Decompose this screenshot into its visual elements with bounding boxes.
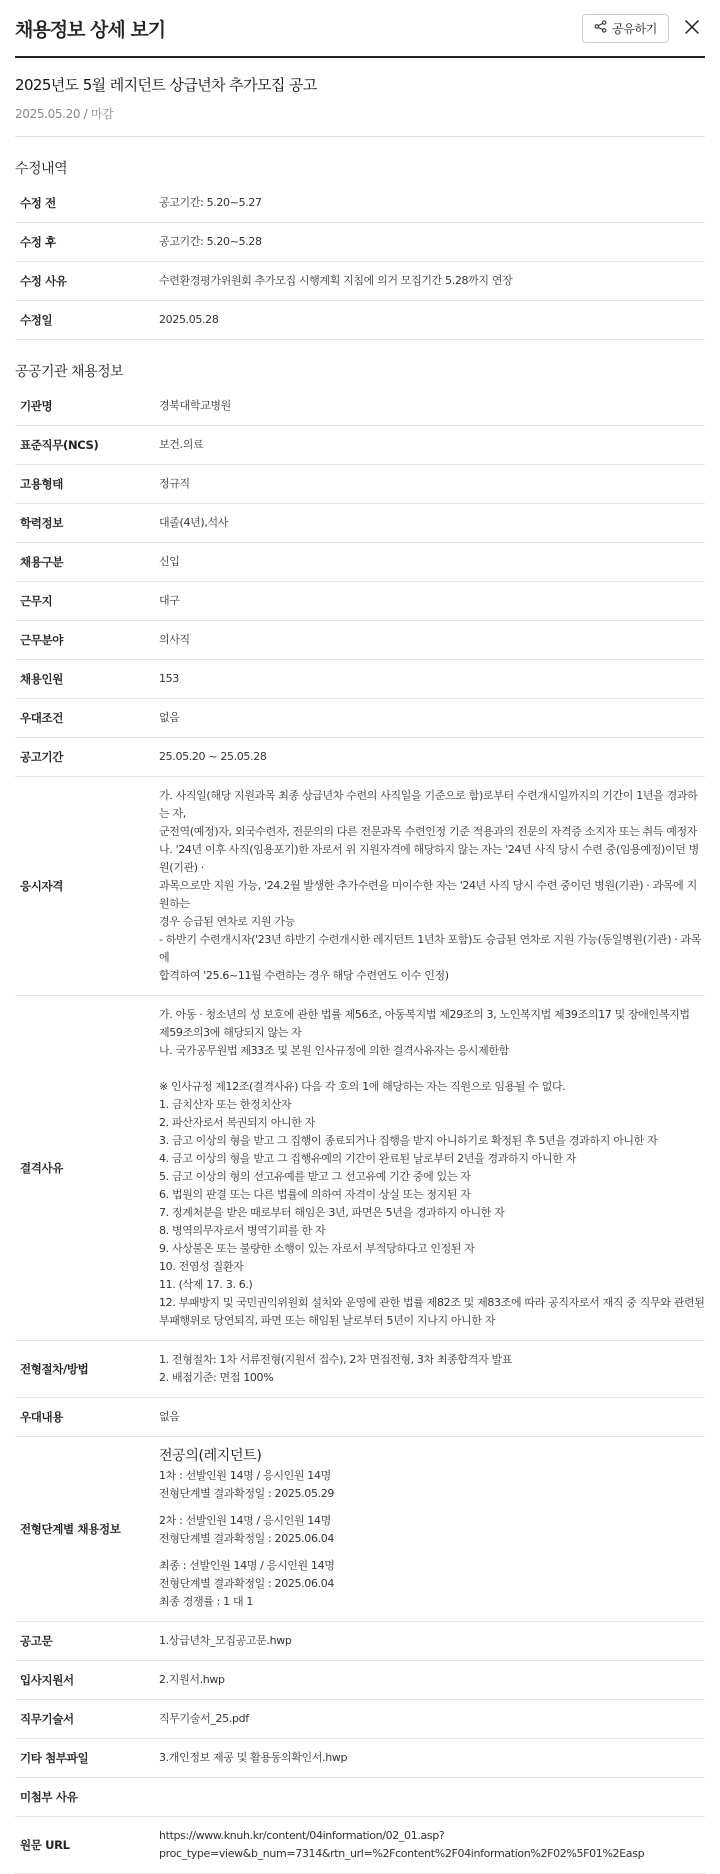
disqualification-line: 9. 사상불온 또는 불량한 소행이 있는 자로서 부적당하다고 인정된 자	[159, 1242, 475, 1255]
qualification-value	[159, 777, 705, 995]
stage-gap	[159, 1548, 705, 1557]
procedure-row	[15, 1341, 705, 1398]
disqualification-line: 7. 징계처분을 받은 때로부터 해임은 3년, 파면은 5년을 경과하지 아니한 자	[159, 1206, 505, 1219]
close-button[interactable]	[679, 15, 705, 41]
row-value: 대졸(4년),석사	[159, 516, 229, 529]
disqualification-line: 6. 법원의 판결 또는 다른 법률에 의하여 자격이 상실 또는 정지된 자	[159, 1188, 471, 1201]
disqualification-row	[15, 996, 705, 1341]
row-value: 없음	[159, 1410, 180, 1423]
row-value: 공고기간: 5.20~5.28	[159, 235, 262, 248]
file-row	[15, 1622, 705, 1661]
disqualification-line: 8. 병역의무자로서 병역기피를 한 자	[159, 1224, 326, 1237]
info-row	[15, 504, 705, 543]
info-row	[15, 543, 705, 582]
stage-line: 전형단계별 결과확정일 : 2025.05.29	[159, 1487, 335, 1500]
qualification-line: 과목으로만 지원 가능, '24.2월 발생한 추가수련을 미이수한 자는 '24년 사직 당시 수련 중이던 병원(기관) · 과목에 지원하는	[159, 879, 697, 910]
row-label: 입사지원서	[20, 1673, 74, 1687]
file-row	[15, 1700, 705, 1739]
row-value: 의사직	[159, 633, 190, 646]
disqualification-line: 4. 금고 이상의 형을 받고 그 집행유예의 기간이 완료된 날로부터 2년을 경과하지 아니한 자	[159, 1152, 577, 1165]
info-row	[15, 621, 705, 660]
row-label: 결격사유	[20, 1161, 64, 1175]
row-label: 표준직무(NCS)	[20, 438, 99, 452]
disqualification-line: 11. (삭제 17. 3. 6.)	[159, 1278, 253, 1291]
row-label: 학력정보	[20, 516, 64, 530]
info-row	[15, 660, 705, 699]
stage-line: 최종 : 선발인원 14명 / 응시인원 14명	[159, 1559, 335, 1572]
row-value[interactable]: 직무기술서_25.pdf	[159, 1712, 249, 1725]
revision-table	[15, 184, 705, 340]
row-value: 신입	[159, 555, 180, 568]
row-label: 전형단계별 채용정보	[20, 1522, 121, 1536]
procedure-value	[159, 1341, 705, 1397]
row-value[interactable]: 2.지원서.hwp	[159, 1673, 225, 1686]
row-value	[159, 1787, 705, 1807]
row-label: 수정 후	[20, 235, 56, 249]
disqualification-line: 2. 파산자로서 복권되지 아니한 자	[159, 1116, 315, 1129]
disqualification-line: 1. 금치산자 또는 한정치산자	[159, 1098, 292, 1111]
stage-line: 최종 경쟁률 : 1 대 1	[159, 1595, 254, 1608]
disqualification-line	[159, 1060, 705, 1078]
disqualification-line: 가. 아동 · 청소년의 성 보호에 관한 법률 제56조, 아동복지법 제29조의 3, 노인복지법 제39조의17 및 장애인복지법	[159, 1008, 690, 1021]
disqualification-line: 12. 부패방지 및 국민권익위원회 설치와 운영에 관한 법률 제82조 및 제83조에 따라 공직자로서 재직 중 직무와 관련된	[159, 1296, 705, 1309]
info-table	[15, 387, 705, 1874]
disqualification-line: 5. 금고 이상의 형의 선고유예를 받고 그 선고유예 기간 중에 있는 자	[159, 1170, 471, 1183]
close-icon	[684, 19, 700, 38]
header	[15, 0, 705, 58]
info-row	[15, 426, 705, 465]
stage-gap	[159, 1503, 705, 1512]
row-value: 25.05.20 ~ 25.05.28	[159, 750, 267, 763]
row-label: 수정 사유	[20, 274, 67, 288]
row-label: 미첨부 사유	[20, 1790, 78, 1804]
row-label: 수정일	[20, 313, 53, 327]
header-actions	[582, 14, 705, 43]
share-button[interactable]	[582, 14, 669, 43]
row-label: 직무기술서	[20, 1712, 74, 1726]
stages-value	[159, 1437, 705, 1621]
row-label: 우대내용	[20, 1410, 64, 1424]
row-label: 근무분야	[20, 633, 64, 647]
page-title: 채용정보 상세 보기	[15, 18, 166, 41]
disqualification-line: 제59조의3에 해당되지 않는 자	[159, 1026, 302, 1039]
row-label: 근무지	[20, 594, 53, 608]
row-label: 기타 첨부파일	[20, 1751, 89, 1765]
row-value[interactable]: 3.개인정보 제공 및 활용동의확인서.hwp	[159, 1751, 348, 1764]
url-value[interactable]	[159, 1817, 705, 1873]
stage-title: 전공의(레지던트)	[159, 1448, 262, 1464]
disqualification-value	[159, 996, 705, 1340]
row-value: 없음	[159, 711, 180, 724]
row-label: 응시자격	[20, 879, 64, 893]
row-label: 수정 전	[20, 196, 56, 210]
row-value: 수련환경평가위원회 추가모집 시행계획 지침에 의거 모집기간 5.28까지 연장	[159, 274, 513, 287]
info-row	[15, 699, 705, 738]
row-value: 정규직	[159, 477, 190, 490]
procedure-line: 1. 전형절차: 1차 서류전형(지원서 접수), 2차 면접전형, 3차 최종합격자 발표	[159, 1353, 513, 1366]
share-icon	[594, 20, 607, 36]
qualification-line: - 하반기 수련개시자('23년 하반기 수련개시한 레지던트 1년차 포함)도 승급된 연차로 지원 가능(동일병원(기관) · 과목에	[159, 933, 702, 964]
row-label: 공고기간	[20, 750, 64, 764]
qualification-line: 합격하여 '25.6~11월 수련하는 경우 해당 수련연도 이수 인정)	[159, 969, 449, 982]
stages-row	[15, 1437, 705, 1622]
file-row	[15, 1778, 705, 1817]
row-label: 공고문	[20, 1634, 53, 1648]
row-value: 대구	[159, 594, 180, 607]
procedure-line: 2. 배점기준: 면접 100%	[159, 1371, 274, 1384]
info-row	[15, 465, 705, 504]
qualification-line: 가. 사직일(해당 지원과목 최종 상급년차 수련의 사직일을 기준으로 함)로부터 수련개시일까지의 기간이 1년을 경과하는 자,	[159, 789, 698, 820]
info-section-title: 공공기관 채용정보	[15, 364, 124, 380]
info-row	[15, 582, 705, 621]
disqualification-line: 나. 국가공무원법 제33조 및 본원 인사규정에 의한 결격사유자는 응시제한함	[159, 1044, 509, 1057]
row-label: 원문 URL	[20, 1838, 70, 1852]
url-row	[15, 1817, 705, 1874]
row-value: 공고기간: 5.20~5.27	[159, 196, 262, 209]
qualification-row	[15, 777, 705, 996]
post-title: 2025년도 5월 레지던트 상급년차 추가모집 공고	[15, 76, 317, 94]
benefits-row	[15, 1398, 705, 1437]
post-summary	[15, 58, 705, 137]
qualification-line: 군전역(예정)자, 외국수련자, 전문의의 다른 전문과목 수련인정 기준 적용과의 전문의 자격증 소지자 또는 취득 예정자	[159, 825, 698, 838]
row-label: 전형절차/방법	[20, 1362, 89, 1376]
qualification-line: 나. '24년 이후 사직(임용포기)한 자로서 위 지원자격에 해당하지 않는 자는 '24년 사직 당시 수련 중(임용예정)이던 병원(기관) ·	[159, 843, 699, 874]
stage-line: 전형단계별 결과확정일 : 2025.06.04	[159, 1577, 335, 1590]
info-row	[15, 387, 705, 426]
url-link-line[interactable]: https://www.knuh.kr/content/04information/02_01.asp?	[159, 1829, 445, 1842]
info-row	[15, 738, 705, 777]
row-label: 채용구분	[20, 555, 64, 569]
row-label: 우대조건	[20, 711, 64, 725]
post-meta: 2025.05.20 / 마감	[15, 107, 114, 121]
row-label: 채용인원	[20, 672, 64, 686]
disqualification-line: 부패행위로 당연퇴직, 파면 또는 해임된 날로부터 5년이 지나지 아니한 자	[159, 1314, 496, 1327]
file-row	[15, 1661, 705, 1700]
row-label: 기관명	[20, 399, 53, 413]
disqualification-line: 3. 금고 이상의 형을 받고 그 집행이 종료되거나 집행을 받지 아니하기로 확정된 후 5년을 경과하지 아니한 자	[159, 1134, 658, 1147]
revision-section-title: 수정내역	[15, 161, 68, 177]
stage-line: 전형단계별 결과확정일 : 2025.06.04	[159, 1532, 335, 1545]
qualification-line: 경우 승급된 연차로 지원 가능	[159, 915, 295, 928]
url-link-line[interactable]: proc_type=view&b_num=7314&rtn_url=%2Fcontent%2F04information%2F02%5F01%2Easp	[159, 1847, 645, 1860]
revision-row	[15, 301, 705, 340]
revision-row	[15, 223, 705, 262]
row-label: 고용형태	[20, 477, 64, 491]
disqualification-line: ※ 인사규정 제12조(결격사유) 다음 각 호의 1에 해당하는 자는 직원으로 임용될 수 없다.	[159, 1080, 566, 1093]
revision-row	[15, 184, 705, 223]
file-row	[15, 1739, 705, 1778]
stage-line: 2차 : 선발인원 14명 / 응시인원 14명	[159, 1514, 331, 1527]
share-label: 공유하기	[612, 21, 657, 36]
row-value: 경북대학교병원	[159, 399, 231, 412]
row-value: 보건.의료	[159, 438, 204, 451]
stage-line: 1차 : 선발인원 14명 / 응시인원 14명	[159, 1469, 331, 1482]
revision-row	[15, 262, 705, 301]
row-value[interactable]: 1.상급년차_모집공고문.hwp	[159, 1634, 292, 1647]
row-value: 2025.05.28	[159, 313, 219, 326]
row-value: 153	[159, 672, 179, 685]
disqualification-line: 10. 전염성 질환자	[159, 1260, 244, 1273]
